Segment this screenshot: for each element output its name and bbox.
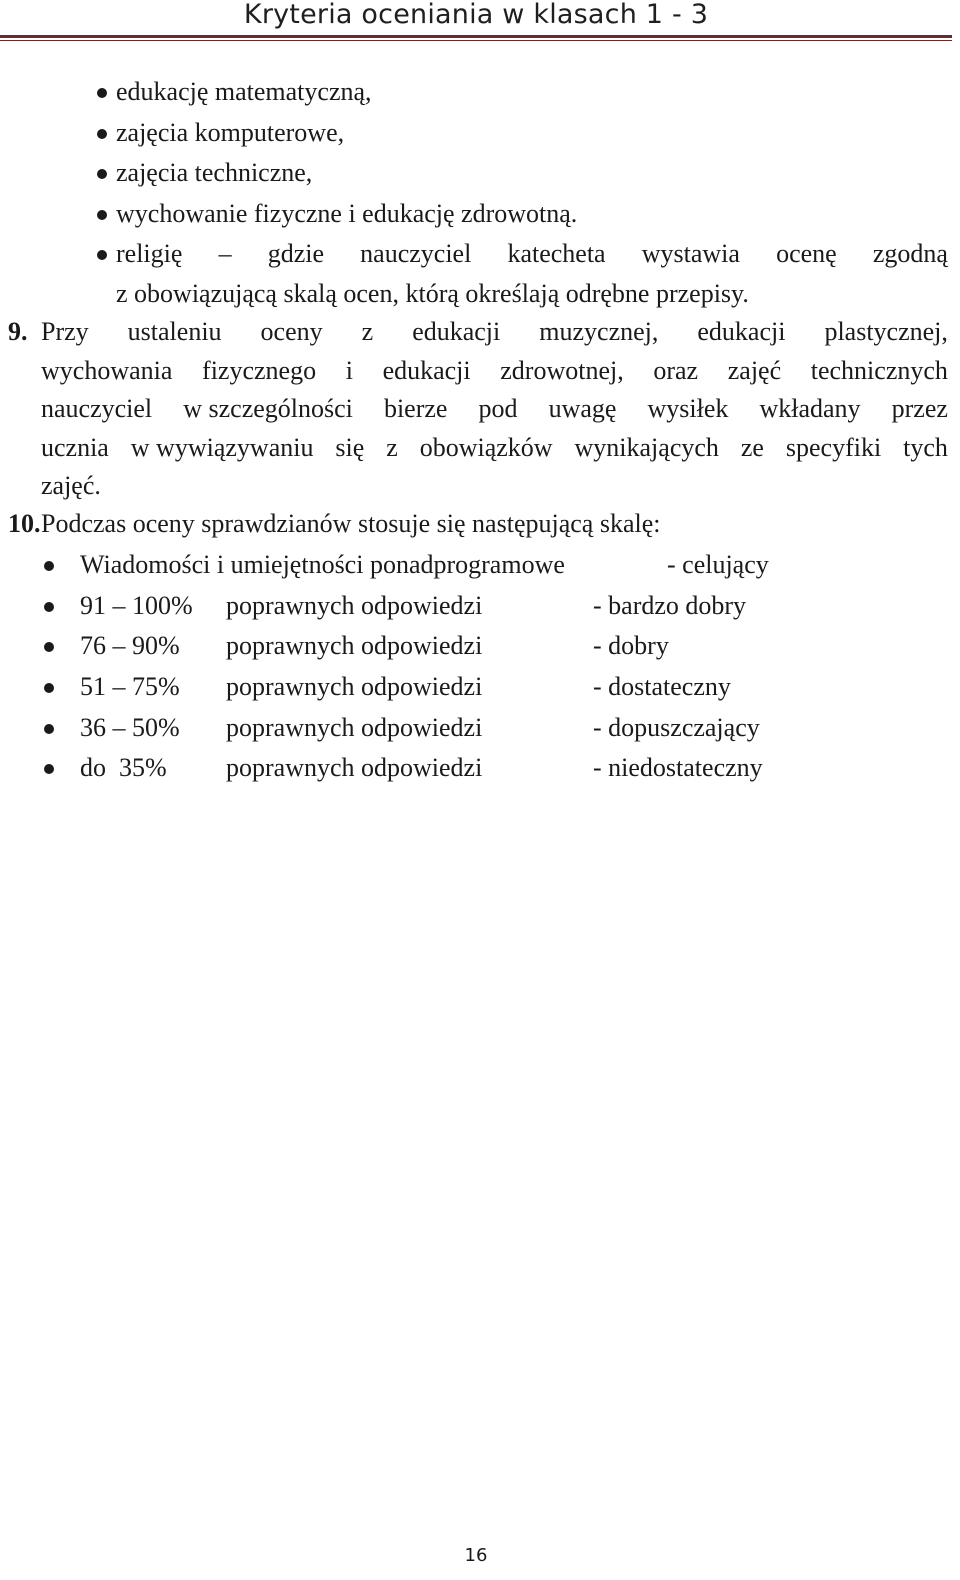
grading-row (40, 545, 940, 586)
bullet-icon (97, 210, 107, 220)
word: oceny (260, 317, 323, 346)
bullet-icon (44, 642, 54, 652)
point-10-line-1: Podczas oceny sprawdzianów stosuje się następującą skalę: (41, 509, 661, 538)
point-9-line-5: zajęć. (41, 471, 101, 500)
religion-line-1 (116, 234, 948, 275)
word: nauczyciel (360, 239, 472, 268)
word: wynikających (574, 432, 719, 462)
word: nauczyciel (41, 394, 153, 423)
word: się (335, 432, 365, 462)
word: ocenę (776, 239, 837, 268)
list-item-text: zajęcia techniczne, (116, 158, 313, 187)
word: wysiłek (647, 394, 729, 423)
word: religię (116, 239, 183, 268)
grading-row-grade: - dopuszczający (593, 712, 760, 742)
grading-row-phrase: poprawnych odpowiedzi (226, 590, 483, 620)
grading-row-range: 51 – 75% (80, 672, 180, 702)
bullet-icon (44, 683, 54, 693)
grading-row (40, 748, 940, 789)
grading-row-phrase: poprawnych odpowiedzi (226, 631, 483, 661)
word: bierze (383, 394, 448, 423)
bullet-icon (44, 561, 54, 571)
word: gdzie (267, 239, 325, 268)
word: edukacji (697, 317, 786, 346)
grading-row (40, 626, 940, 667)
point-9-line-1 (41, 313, 948, 352)
word: przez (891, 394, 948, 423)
word: wkładany (759, 394, 861, 423)
subjects-bullet-list (96, 72, 952, 313)
word: specyfiki (785, 432, 882, 462)
religion-line-2: z obowiązującą skalą ocen, którą określają odrębne przepisy. (116, 278, 749, 308)
word: pod (478, 394, 518, 423)
word: technicznych (810, 355, 948, 385)
bullet-icon (44, 724, 54, 734)
word: uwagę (548, 394, 617, 423)
point-number: 9. (8, 317, 28, 346)
grading-row-phrase: poprawnych odpowiedzi (226, 672, 483, 702)
grading-row-phrase: poprawnych odpowiedzi (226, 753, 483, 783)
grading-row (40, 667, 940, 708)
word: w wywiązywaniu (130, 432, 314, 462)
list-item (96, 113, 952, 154)
list-item (96, 153, 952, 194)
bullet-icon (97, 88, 107, 98)
word: ze (740, 432, 764, 462)
list-item (96, 194, 952, 235)
list-item-religion (96, 234, 952, 313)
word: zgodną (872, 239, 948, 268)
word: oraz (653, 355, 699, 385)
page-number: 16 (464, 1545, 488, 1566)
bullet-icon (97, 169, 107, 179)
list-item-text: zajęcia komputerowe, (116, 117, 345, 147)
page-header-title: Kryteria oceniania w klasach 1 - 3 (243, 0, 709, 30)
word: zdrowotnej, (500, 355, 624, 385)
word: tych (903, 432, 948, 462)
point-number: 10. (8, 509, 41, 538)
point-9-line-4 (41, 429, 948, 468)
word: muzycznej, (539, 317, 659, 346)
word: – (218, 239, 232, 268)
word: katecheta (507, 239, 606, 268)
word: edukacji (382, 355, 471, 385)
point-9-text (41, 313, 948, 506)
point-10-text (41, 505, 948, 544)
point-9-line-2 (41, 352, 948, 391)
word: zajęć (727, 355, 782, 385)
grading-row-grade: - dobry (593, 631, 669, 661)
bullet-icon (44, 764, 54, 774)
list-item-text: edukację matematyczną, (116, 77, 372, 106)
word: obowiązków (419, 432, 553, 462)
grading-row-grade: - bardzo dobry (593, 590, 747, 620)
grading-row-range: 76 – 90% (80, 631, 180, 661)
word: z (361, 317, 374, 346)
grading-row-text: Wiadomości i umiejętności ponadprogramowe (80, 550, 565, 579)
word: wychowania (41, 355, 173, 385)
grading-row (40, 586, 940, 627)
grading-row-range: 91 – 100% (80, 590, 193, 620)
word: ustaleniu (127, 317, 222, 346)
grading-scale-list (40, 545, 940, 789)
word: ucznia (41, 432, 109, 462)
word: i (345, 355, 353, 385)
point-9-line-3 (41, 390, 948, 429)
grading-row-grade: - niedostateczny (593, 753, 763, 783)
word: wystawia (641, 239, 740, 268)
list-item (96, 72, 952, 113)
grading-row-phrase: poprawnych odpowiedzi (226, 712, 483, 742)
word: plastycznej, (824, 317, 948, 346)
bullet-icon (97, 129, 107, 139)
grading-row-grade: - dostateczny (593, 672, 731, 702)
grading-row-range: do 35% (80, 753, 167, 783)
word: Przy (41, 317, 89, 346)
word: edukacji (412, 317, 501, 346)
word: fizycznego (202, 355, 317, 385)
word: z (386, 432, 398, 462)
bullet-icon (44, 602, 54, 612)
grading-row (40, 708, 940, 749)
bullet-icon (97, 250, 107, 260)
list-item-text: wychowanie fizyczne i edukację zdrowotną. (116, 198, 578, 228)
grading-row-grade: - celujący (667, 550, 769, 579)
word: w szczególności (183, 394, 353, 423)
grading-row-range: 36 – 50% (80, 712, 180, 742)
